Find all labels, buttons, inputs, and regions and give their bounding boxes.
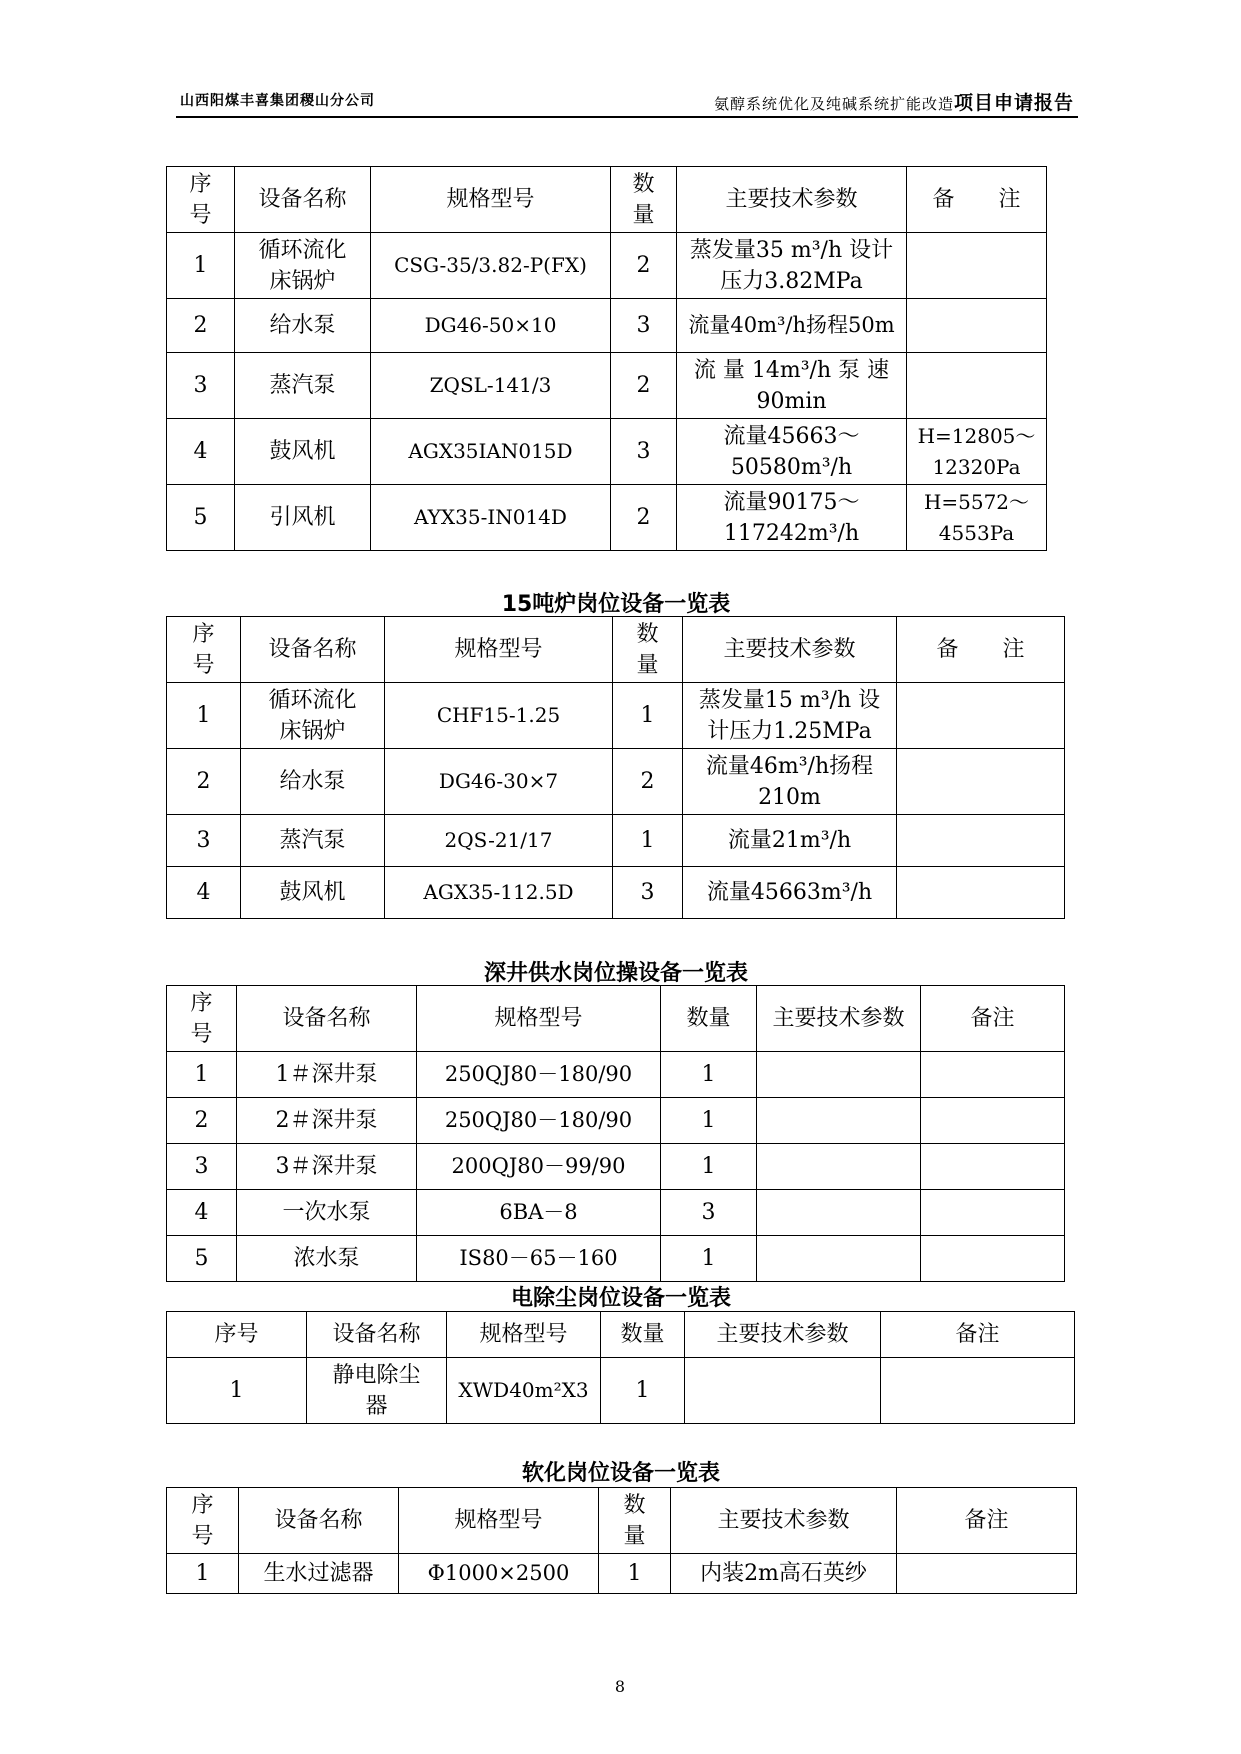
table-title-softening: 软化岗位设备一览表 [521, 1461, 720, 1486]
header-cell: 主要技术参数 [757, 986, 921, 1052]
table-cell: 流量45663～50580m³/h [677, 419, 907, 485]
table-row [167, 353, 1047, 419]
table-row [167, 867, 1065, 919]
header-cell: 设备名称 [307, 1312, 447, 1358]
header-cell: 备 注 [907, 167, 1047, 233]
table-cell [757, 1052, 921, 1098]
report-title-prefix: 氨醇系统优化及纯碱系统扩能改造 [713, 95, 954, 113]
table-row [167, 1554, 1077, 1594]
table-cell [897, 867, 1065, 919]
table-header-row [167, 986, 1065, 1052]
table-cell: 3 [167, 353, 235, 419]
table-cell: 6BA－8 [417, 1190, 661, 1236]
table-cell: 循环流化床锅炉 [241, 683, 385, 749]
table-cell: ZQSL-141/3 [371, 353, 611, 419]
table-cell [921, 1098, 1065, 1144]
table-header-row [167, 617, 1065, 683]
table-cell [897, 1554, 1077, 1594]
table-cell: 1 [167, 1052, 237, 1098]
table-cell [921, 1236, 1065, 1282]
table-cell: 3 [611, 299, 677, 353]
header-cell: 规格型号 [447, 1312, 601, 1358]
table-cell: 2 [167, 749, 241, 815]
deep-well-equipment-table [166, 985, 1065, 1282]
table-cell: 1 [661, 1144, 757, 1190]
table-cell: 1 [167, 683, 241, 749]
table-cell: Φ1000×2500 [399, 1554, 599, 1594]
header-cell: 数量 [599, 1488, 671, 1554]
table-row [167, 1236, 1065, 1282]
table-cell: 2 [611, 485, 677, 551]
table-cell: 1 [661, 1098, 757, 1144]
table-title-electrostatic: 电除尘岗位设备一览表 [510, 1286, 731, 1311]
report-title [714, 88, 1074, 115]
softening-equipment-table [166, 1487, 1077, 1594]
table-cell: 一次水泵 [237, 1190, 417, 1236]
table-cell: 内装2m高石英纱 [671, 1554, 897, 1594]
table-row [167, 299, 1047, 353]
table-cell: 1 [599, 1554, 671, 1594]
table-cell [897, 683, 1065, 749]
table-cell: 1 [167, 1358, 307, 1424]
table-cell: 2QS-21/17 [385, 815, 613, 867]
table-cell: 蒸汽泵 [241, 815, 385, 867]
table-cell: XWD40m²X3 [447, 1358, 601, 1424]
page-number: 8 [614, 1677, 626, 1696]
table-cell: AYX35-IN014D [371, 485, 611, 551]
header-cell: 序号 [167, 1488, 239, 1554]
table-cell: 3 [167, 815, 241, 867]
table-cell: 流量46m³/h扬程210m [683, 749, 897, 815]
table-cell: 蒸发量35 m³/h 设计压力3.82MPa [677, 233, 907, 299]
table-cell: 流量40m³/h扬程50m [677, 299, 907, 353]
table-cell: 3＃深井泵 [237, 1144, 417, 1190]
table-cell: 1 [613, 815, 683, 867]
header-cell: 规格型号 [371, 167, 611, 233]
table-cell: 2 [167, 299, 235, 353]
table-cell: 1 [167, 1554, 239, 1594]
table-row [167, 1098, 1065, 1144]
table-cell: 250QJ80－180/90 [417, 1052, 661, 1098]
table-cell: 3 [613, 867, 683, 919]
header-cell: 主要技术参数 [671, 1488, 897, 1554]
table-cell [685, 1358, 881, 1424]
table-row [167, 1358, 1075, 1424]
header-cell: 主要技术参数 [683, 617, 897, 683]
header-cell: 规格型号 [385, 617, 613, 683]
table-cell: 3 [611, 419, 677, 485]
table-cell: 鼓风机 [241, 867, 385, 919]
table-cell: 静电除尘器 [307, 1358, 447, 1424]
table-row [167, 1190, 1065, 1236]
electrostatic-precipitator-table [166, 1311, 1075, 1424]
table-cell: 给水泵 [241, 749, 385, 815]
table-cell [881, 1358, 1075, 1424]
table-cell: 流 量 14m³/h 泵 速 90min [677, 353, 907, 419]
report-title-suffix: 项目申请报告 [953, 92, 1074, 114]
table-cell: 2 [613, 749, 683, 815]
header-cell: 序号 [167, 986, 237, 1052]
header-cell: 数量 [613, 617, 683, 683]
company-name: 山西阳煤丰喜集团稷山分公司 [180, 93, 375, 109]
table-cell: 1 [613, 683, 683, 749]
table-cell: 2＃深井泵 [237, 1098, 417, 1144]
table-cell: 4 [167, 1190, 237, 1236]
boiler35-equipment-table [166, 166, 1047, 551]
table-cell: 流量21m³/h [683, 815, 897, 867]
page-header [176, 86, 1078, 118]
table-cell: 5 [167, 1236, 237, 1282]
table-cell: H=5572～4553Pa [907, 485, 1047, 551]
table-cell: 1 [167, 233, 235, 299]
table-row [167, 485, 1047, 551]
table-cell [897, 815, 1065, 867]
table-title-boiler15: 15吨炉岗位设备一览表 [501, 592, 731, 617]
table-cell [907, 299, 1047, 353]
table-cell [921, 1052, 1065, 1098]
table-cell: 给水泵 [235, 299, 371, 353]
header-cell: 序号 [167, 1312, 307, 1358]
table-row [167, 1052, 1065, 1098]
table-cell: 2 [167, 1098, 237, 1144]
table-header-row [167, 1312, 1075, 1358]
table-cell [757, 1144, 921, 1190]
table-header-row [167, 167, 1047, 233]
table-cell: 5 [167, 485, 235, 551]
header-cell: 数量 [601, 1312, 685, 1358]
table-title-deep-well: 深井供水岗位操设备一览表 [483, 961, 748, 986]
table-cell: 蒸汽泵 [235, 353, 371, 419]
table-cell [921, 1190, 1065, 1236]
table-cell: CSG-35/3.82-P(FX) [371, 233, 611, 299]
table-cell: DG46-50×10 [371, 299, 611, 353]
header-cell: 序号 [167, 167, 235, 233]
header-cell: 设备名称 [237, 986, 417, 1052]
table-cell: 流量90175～117242m³/h [677, 485, 907, 551]
header-cell: 设备名称 [241, 617, 385, 683]
header-cell: 主要技术参数 [685, 1312, 881, 1358]
table-cell: 4 [167, 419, 235, 485]
table-cell: 2 [611, 353, 677, 419]
table-cell: AGX35IAN015D [371, 419, 611, 485]
table-cell: H=12805～12320Pa [907, 419, 1047, 485]
table-cell: IS80－65－160 [417, 1236, 661, 1282]
header-cell: 设备名称 [235, 167, 371, 233]
table-cell: 蒸发量15 m³/h 设计压力1.25MPa [683, 683, 897, 749]
table-cell: DG46-30×7 [385, 749, 613, 815]
header-cell: 规格型号 [417, 986, 661, 1052]
table-cell: 3 [167, 1144, 237, 1190]
table-cell: 1 [661, 1236, 757, 1282]
header-cell: 备注 [921, 986, 1065, 1052]
header-cell: 序号 [167, 617, 241, 683]
header-cell: 备注 [897, 1488, 1077, 1554]
header-cell: 备注 [881, 1312, 1075, 1358]
header-cell: 规格型号 [399, 1488, 599, 1554]
table-row [167, 749, 1065, 815]
table-cell: 200QJ80－99/90 [417, 1144, 661, 1190]
header-cell: 数量 [611, 167, 677, 233]
table-row [167, 1144, 1065, 1190]
table-cell [921, 1144, 1065, 1190]
table-cell: 生水过滤器 [239, 1554, 399, 1594]
table-row [167, 233, 1047, 299]
boiler15-equipment-table [166, 616, 1065, 919]
table-cell: 1 [661, 1052, 757, 1098]
table-cell: 鼓风机 [235, 419, 371, 485]
table-cell: 1 [601, 1358, 685, 1424]
table-cell [757, 1098, 921, 1144]
table-cell: 循环流化床锅炉 [235, 233, 371, 299]
table-row [167, 815, 1065, 867]
table-cell [897, 749, 1065, 815]
table-cell: 引风机 [235, 485, 371, 551]
table-cell: 浓水泵 [237, 1236, 417, 1282]
table-cell [757, 1236, 921, 1282]
table-cell [757, 1190, 921, 1236]
header-cell: 数量 [661, 986, 757, 1052]
table-cell: 流量45663m³/h [683, 867, 897, 919]
table-row [167, 683, 1065, 749]
header-cell: 设备名称 [239, 1488, 399, 1554]
header-cell: 主要技术参数 [677, 167, 907, 233]
table-cell: 2 [611, 233, 677, 299]
table-cell: 250QJ80－180/90 [417, 1098, 661, 1144]
header-cell: 备 注 [897, 617, 1065, 683]
table-cell: AGX35-112.5D [385, 867, 613, 919]
table-cell: 4 [167, 867, 241, 919]
table-cell [907, 353, 1047, 419]
table-cell: 1＃深井泵 [237, 1052, 417, 1098]
table-header-row [167, 1488, 1077, 1554]
table-cell: 3 [661, 1190, 757, 1236]
table-cell [907, 233, 1047, 299]
table-cell: CHF15-1.25 [385, 683, 613, 749]
table-row [167, 419, 1047, 485]
